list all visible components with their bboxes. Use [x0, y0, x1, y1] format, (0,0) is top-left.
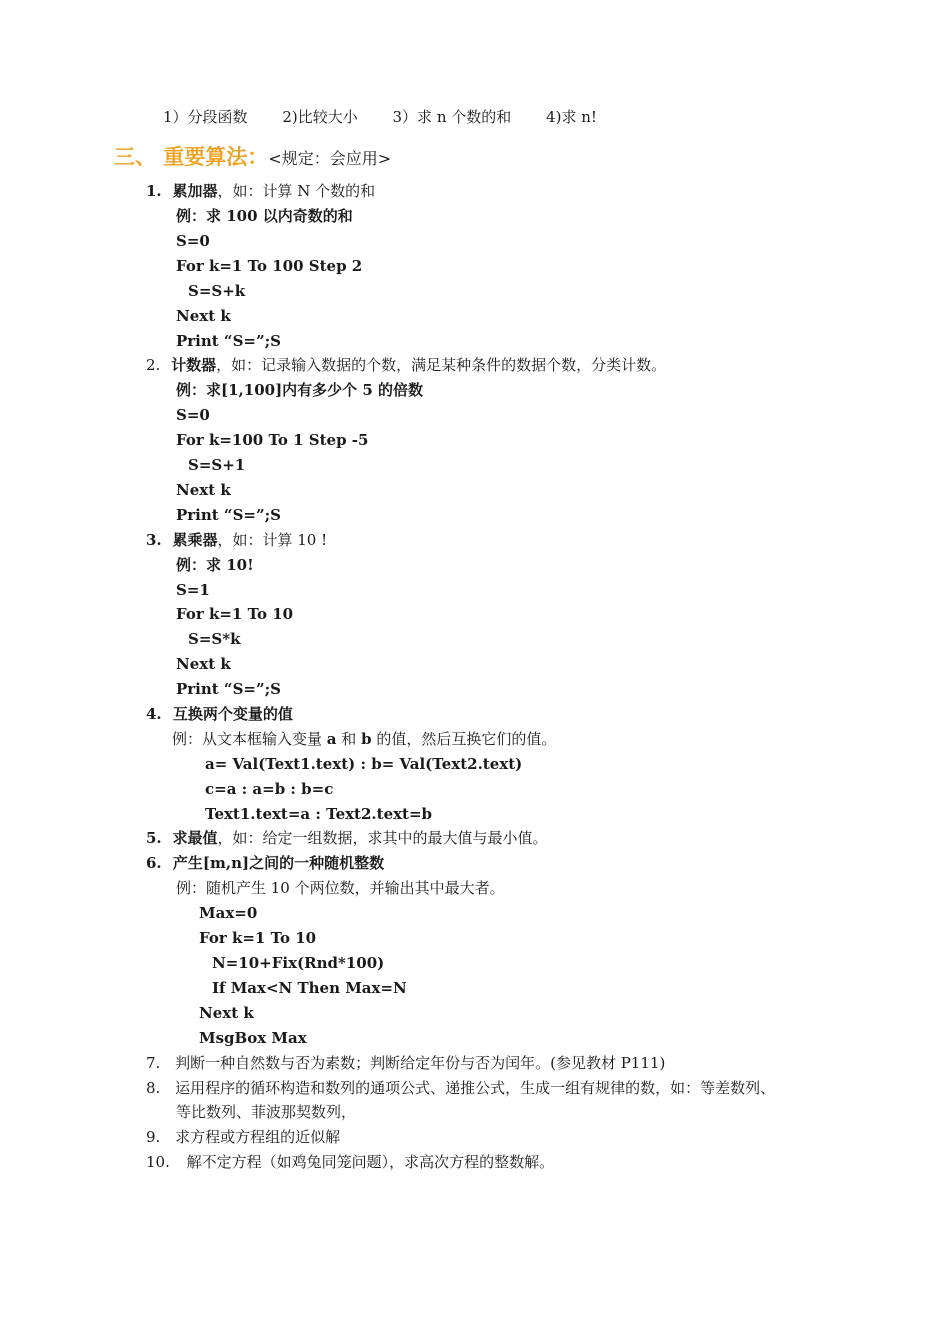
section-heading — [114, 144, 391, 172]
item-2-code-line: Print “S=”;S — [176, 506, 281, 524]
item-3-code-line: For k=1 To 10 — [176, 605, 294, 623]
item-1-code-line: S=0 — [176, 232, 210, 250]
item-3-title: 累乘器 — [172, 531, 218, 549]
item-2-code-line: S=0 — [176, 406, 210, 424]
section-title: 三、 重要算法： — [114, 145, 269, 169]
item-8 — [146, 1078, 775, 1098]
top-item-1: 1）分段函数 — [163, 108, 248, 126]
item-7-num: 7. — [146, 1054, 161, 1072]
item-4-code-line: Text1.text=a : Text2.text=b — [205, 805, 433, 823]
item-5 — [146, 828, 547, 848]
item-7 — [146, 1053, 665, 1073]
item-6-code-line: MsgBox Max — [199, 1029, 307, 1047]
item-5-desc: ，如：给定一组数据，求其中的最大值与最小值。 — [217, 829, 548, 847]
item-3-example: 例：求 10! — [176, 556, 254, 574]
item-10-text: 解不定方程（如鸡兔同笼问题），求高次方程的整数解。 — [186, 1153, 555, 1171]
item-3-code-line: S=S*k — [188, 630, 241, 648]
item-3-code-line: Next k — [176, 655, 231, 673]
item-3-code-line: S=1 — [176, 581, 210, 599]
item-9-num: 9. — [146, 1128, 161, 1146]
item-6 — [146, 853, 384, 873]
item-3-code-line: Print “S=”;S — [176, 680, 281, 698]
item-1-num: 1. — [146, 182, 162, 200]
item-6-code-line: Next k — [199, 1004, 254, 1022]
item-1-code-line: Print “S=”;S — [176, 332, 281, 350]
item-1-desc: ，如：计算 N 个数的和 — [217, 182, 376, 200]
item-6-example: 例：随机产生 10 个两位数，并输出其中最大者。 — [176, 879, 505, 897]
item-4-ex-text: 例：从文本框输入变量 — [172, 730, 327, 748]
item-2-example: 例：求[1,100]内有多少个 5 的倍数 — [176, 381, 424, 399]
item-5-num: 5. — [146, 829, 162, 847]
item-4-code-line: a= Val(Text1.text) : b= Val(Text2.text) — [205, 755, 523, 773]
top-item-4: 4)求 n! — [546, 108, 597, 126]
item-4-ex-text: 和 — [336, 730, 362, 748]
item-6-code-line: N=10+Fix(Rnd*100) — [212, 954, 385, 972]
item-1-title: 累加器 — [172, 182, 218, 200]
top-item-2: 2)比较大小 — [282, 108, 358, 126]
item-8-text-cont: 等比数列、菲波那契数列， — [176, 1103, 357, 1121]
item-4-ex-var-b: b — [361, 730, 372, 748]
item-6-code-line: If Max<N Then Max=N — [212, 979, 407, 997]
item-4-code-line: c=a : a=b : b=c — [205, 780, 334, 798]
item-6-num: 6. — [146, 854, 162, 872]
item-9-text: 求方程或方程组的近似解 — [175, 1128, 341, 1146]
item-4-ex-var-a: a — [326, 730, 337, 748]
item-1-example: 例：求 100 以内奇数的和 — [176, 207, 353, 225]
item-2-num: 2. — [146, 356, 161, 374]
top-item-3: 3）求 n 个数的和 — [392, 108, 512, 126]
item-3-num: 3. — [146, 531, 162, 549]
item-6-code-line: Max=0 — [199, 904, 258, 922]
item-1-code-line: For k=1 To 100 Step 2 — [176, 257, 363, 275]
item-4-example — [172, 729, 556, 749]
item-2-code-line: For k=100 To 1 Step -5 — [176, 431, 369, 449]
item-4-ex-text: 的值，然后互换它们的值。 — [371, 730, 557, 748]
item-1 — [146, 181, 375, 201]
item-4-title: 互换两个变量的值 — [172, 705, 293, 723]
item-1-code-line: Next k — [176, 307, 231, 325]
item-7-text: 判断一种自然数与否为素数；判断给定年份与否为闰年。(参见教材 P111) — [175, 1054, 666, 1072]
item-9 — [146, 1127, 340, 1147]
item-2-title: 计数器 — [171, 356, 217, 374]
item-4-num: 4. — [146, 705, 162, 723]
item-6-code-line: For k=1 To 10 — [199, 929, 317, 947]
item-8-num: 8. — [146, 1079, 161, 1097]
item-3-desc: ，如：计算 10 ! — [217, 531, 328, 549]
item-10 — [146, 1152, 554, 1172]
item-3 — [146, 530, 327, 550]
item-2 — [146, 355, 666, 375]
item-2-desc: ，如：记录输入数据的个数，满足某种条件的数据个数，分类计数。 — [216, 356, 667, 374]
item-6-title: 产生[m,n]之间的一种随机整数 — [172, 854, 385, 872]
item-1-code-line: S=S+k — [188, 282, 246, 300]
item-2-code-line: S=S+1 — [188, 456, 246, 474]
top-items-row — [163, 107, 627, 127]
item-4 — [146, 704, 293, 724]
item-10-num: 10. — [146, 1153, 170, 1171]
item-8-text: 运用程序的循环构造和数列的通项公式、递推公式，生成一组有规律的数，如：等差数列、 — [175, 1079, 776, 1097]
item-5-title: 求最值 — [172, 829, 218, 847]
item-2-code-line: Next k — [176, 481, 231, 499]
section-rule: <规定：会应用> — [268, 149, 392, 168]
